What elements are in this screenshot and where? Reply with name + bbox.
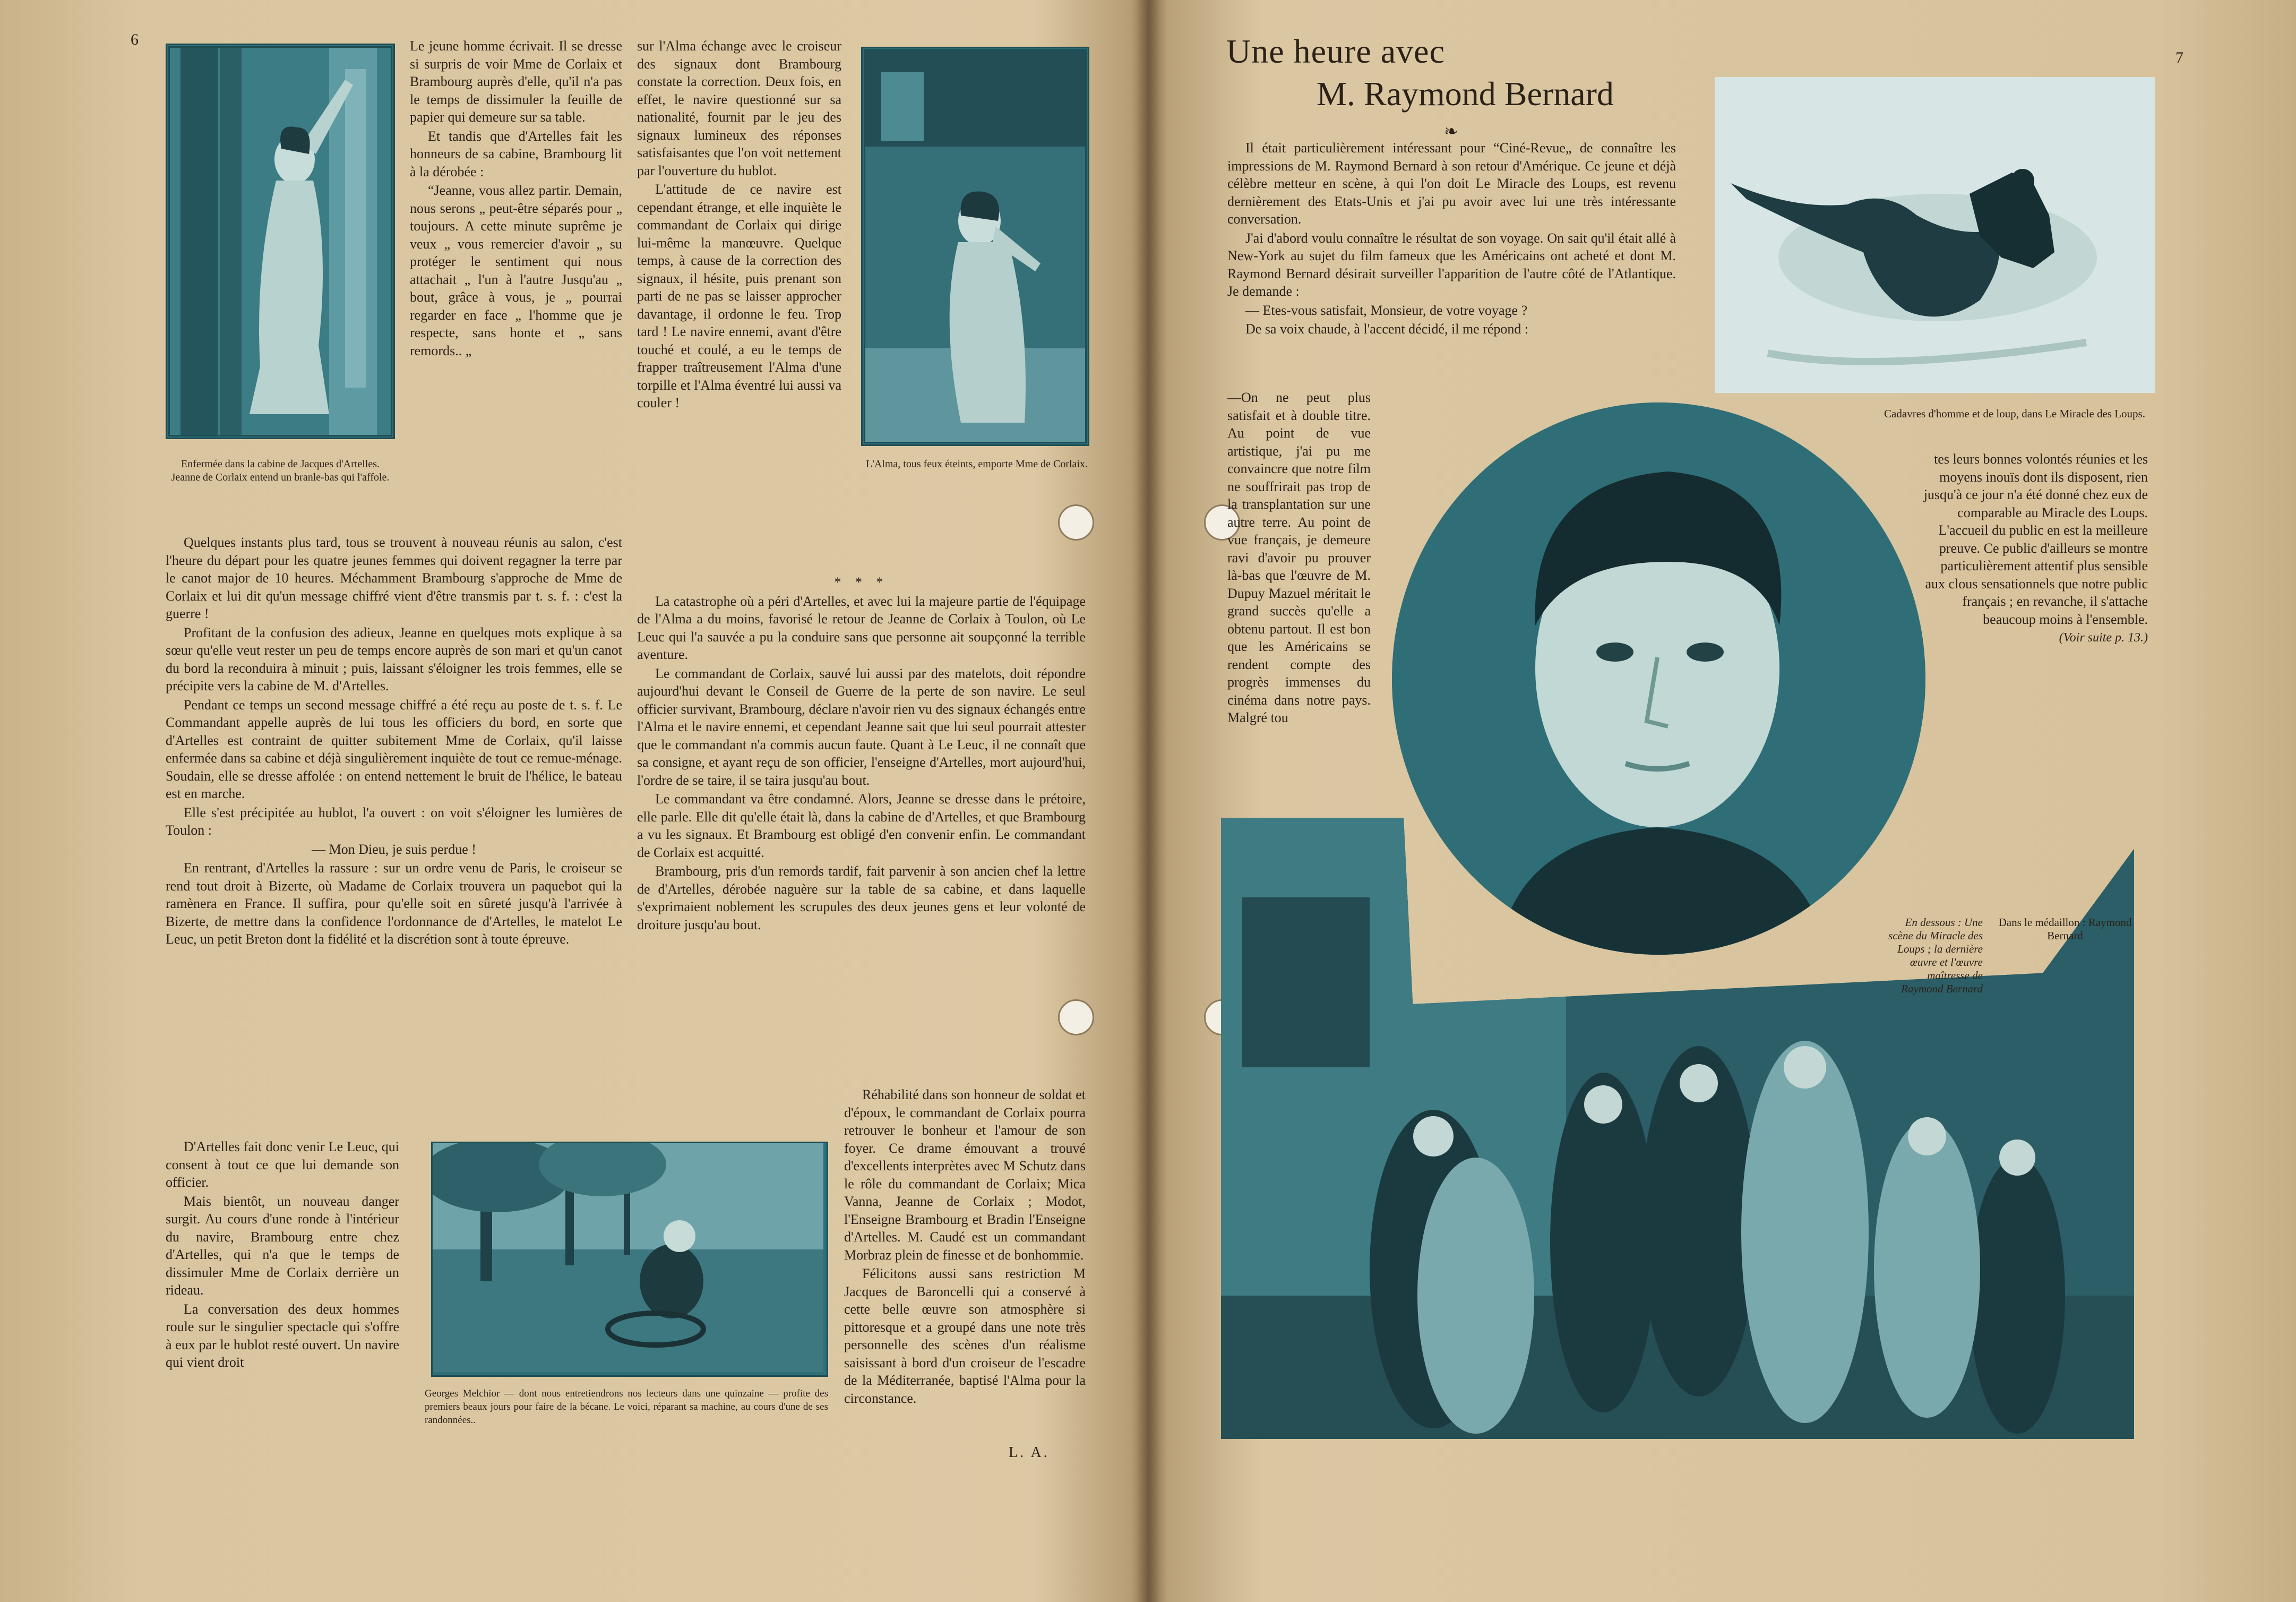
left-col1-top: [410, 37, 622, 361]
paragraph: Brambourg, pris d'un remords tardif, fait parvenir à son ancien chef la lettre de d'Artelles, dérobée naguère sur la table de sa cabine, et dans laquelle s'exprimaient noblement les scrupules des deux jeunes gens et leur volonté de droiture jusqu'au bout.: [637, 863, 1086, 932]
medallion-portrait: [1392, 402, 1925, 955]
photo-georges-melchior: [431, 1142, 828, 1377]
paragraph: D'Artelles fait donc venir Le Leuc, qui consent à tout ce que lui demande son officier.: [166, 1139, 399, 1190]
paragraph: — Etes-vous satisfait, Monsieur, de votre voyage ?: [1245, 302, 1528, 318]
photo-woman-cabin: [166, 44, 395, 439]
paragraph: La conversation des deux hommes roule sur le singulier spectacle qui s'offre à eux par le hublot resté ouvert. Un navire qui vient droit: [166, 1301, 399, 1370]
paragraph: Il était particulièrement intéressant pour “Ciné-Revue„ de connaître les impressions de M. Raymond Bernard à son retour d'Amérique. Ce jeune et déjà célèbre metteur en scène, à qui l'on doit Le Miracle des Loups, est revenu dernièrement des Etats-Unis et j'ai pu avoir avec lui une très intéressante conversation.: [1227, 140, 1676, 227]
paragraph: Le commandant va être condamné. Alors, Jeanne se dresse dans le prétoire, elle parle. Elle dit qu'elle était là, dans la cabine de d'Artelles, et que Brambourg a vu les signaux. Et Brambourg est obligé d'en convenir enfin. Le commandant de Corlaix est acquitté.: [637, 791, 1086, 860]
paragraph: Félicitons aussi sans restriction M Jacques de Baroncelli qui a conservé à cette belle œuvre son atmosphère si pittoresque et a groupé dans une note très personnelle des scènes d'un réalisme saisissant à bord d'un croiseur de l'escadre de la Méditerranée, baptisé l'Alma pour la circonstance.: [844, 1266, 1086, 1406]
article-signature: L. A.: [1009, 1444, 1050, 1461]
article-title-line1: Une heure avec: [1226, 32, 1445, 70]
punch-hole-top-left: [1058, 504, 1094, 541]
section-stars: * * *: [834, 575, 889, 590]
paragraph: Réhabilité dans son honneur de soldat et d'époux, le commandant de Corlaix pourra retrouver le bonheur et l'amour de son foyer. Ce drame émouvant a trouvé d'excellents interprètes avec M Schutz dans le rôle du commandant de Corlaix; Mica Vanna, Jeanne de Corlaix ; Modot, l'Enseigne Brambourg et Bradin l'Enseigne d'Artelles. M. Caudé est un commandant Morbraz plein de finesse et de bonhommie.: [844, 1087, 1086, 1263]
paragraph: tes leurs bonnes volontés réunies et les moyens inouïs dont ils disposent, rien jusqu'à ce jour n'a été donné chez eux de comparable au Miracle des Loups. L'accueil du public en est la meilleure preuve. Ce public d'ailleurs se montre particulièrement attentif plus sensible aux clous sensationnels que notre public français ; en revanche, il s'attache beaucoup moins à l'ensemble.: [1923, 451, 2148, 627]
paragraph: Le jeune homme écrivait. Il se dresse si surpris de voir Mme de Corlaix et Brambourg auprès d'elle, qu'il n'a pas le temps de dissimuler la feuille de papier qui demeure sur sa table.: [410, 38, 622, 125]
paragraph: Pendant ce temps un second message chiffré a été reçu au poste de t. s. f. Le Commandant appelle auprès de lui tous les officiers du bord, en sorte que d'Artelles est contraint de quitter subitement Mme de Corlaix, qu'il laisse enfermée dans sa cabine et déjà singulièrement inquiète de tout ce remue-ménage. Soudain, elle se dresse affolée : on entend nettement le bruit de l'hélice, le bateau est en marche.: [166, 697, 622, 801]
left-col1-bottom: [166, 534, 622, 949]
letter-quote: “Jeanne, vous allez partir. Demain, nous serons „ peut-être séparés pour „ toujours. A cette minute suprême je veux „ vous remercier d'avoir „ su protéger le sentiment qui nous attachait „ l'un à l'autre Jusqu'au „ bout, grâce à vous, je „ pourrai regarder en face „ l'homme que je respecte, sans honte et „ sans remords.. „: [410, 183, 622, 358]
photo-georges-melchior-caption: Georges Melchior — dont nous entretiendrons nos lecteurs dans une quinzaine — profite des premiers beaux jours pour faire de la bécane. Le voici, réparant sa machine, au cours d'une de ses randonnées..: [425, 1388, 828, 1426]
left-col2-middle: [637, 573, 1086, 935]
paragraph: Mais bientôt, un nouveau danger surgit. Au cours d'une ronde à l'intérieur du navire, Brambourg entre chez d'Artelles, qui n'a que le temps de dissimuler Mme de Corlaix derrière un rideau.: [166, 1193, 399, 1298]
paragraph: Profitant de la confusion des adieux, Jeanne en quelques mots explique à sa sœur qu'elle veut rester un peu de temps encore auprès de son mari et qu'un canot du bord la reconduira à minuit ; puis, laissant s'éloigner les trois femmes, elle se précipite vers la cabine de M. d'Artelles.: [166, 624, 622, 693]
paragraph: —On ne peut plus satisfait et à double titre. Au point de vue artistique, j'ai pu me convaincre que notre film ne souffrirait pas trop de la transplantation sur une autre terre. Au point de vue français, je demeure ravi d'avoir pu prouver là-bas que l'œuvre de M. Dupuy Mazuel méritait le grand succès qu'elle a obtenu partout. Il est bon que les Américains se rendent compte des progrès immenses du cinéma dans notre pays. Malgré tou: [1227, 390, 1371, 725]
paragraph: L'attitude de ce navire est cependant étrange, et elle inquiète le commandant de Corlaix qui dirige lui-même la manœuvre. Quelque temps, à cause de la correction des signaux, il hésite, puis prenant son parti de ne pas se laisser approcher davantage, il ordonne le feu. Trop tard ! Le navire ennemi, avant d'être touché et coulé, a eu le temps de frapper traîtreusement l'Alma d'une torpille et l'Alma éventré lui aussi va couler !: [637, 182, 841, 410]
paragraph: Quelques instants plus tard, tous se trouvent à nouveau réunis au salon, c'est l'heure du départ pour les quatre jeunes femmes qui doivent regagner la terre par le canot major de 10 heures. Méchamment Brambourg s'approche de Mme de Corlaix et lui dit qu'un message chiffré vient d'être transmis par t. s. f. : c'est la guerre !: [166, 535, 622, 621]
photo-wolf-scene: [1715, 77, 2155, 393]
photo-alma-woman-caption: L'Alma, tous feux éteints, emporte Mme de Corlaix.: [866, 458, 1088, 470]
continued-note: (Voir suite p. 13.): [2059, 631, 2148, 645]
left-col2-top: [637, 37, 841, 413]
paragraph: Et tandis que d'Artelles fait les honneurs de sa cabine, Brambourg lit à la dérobée :: [410, 128, 622, 179]
right-col-right: [1921, 450, 2148, 648]
caption-below-scene: En dessous : Une scène du Miracle des Loups ; la dernière œuvre et l'œuvre maîtresse de Raymond Bernard: [1888, 916, 1983, 995]
photo-georges-melchior-illustration: [433, 1143, 823, 1372]
paragraph: En rentrant, d'Artelles la rassure : sur un ordre venu de Paris, le croiseur se rend tout droit à Bizerte, où Madame de Corlaix trouvera un paquebot qui la ramènera en France. Il suffira, pour qu'elle soit en sûreté jusqu'à l'arrivée à Bizerte, de mettre dans la confidence l'ordonnance de d'Artelles, le matelot Le Leuc, un petit Breton dont la fidélité et la discrétion sont à toute épreuve.: [166, 860, 622, 947]
punch-hole-bottom-left: [1058, 999, 1094, 1035]
caption-medallion: Dans le médaillon : Raymond Bernard: [1998, 916, 2132, 942]
photo-wolf-caption: Cadavres d'homme et de loup, dans Le Miracle des Loups.: [1884, 407, 2145, 420]
article-title-line2: M. Raymond Bernard: [1317, 75, 1614, 113]
photo-alma-woman-illustration: [865, 51, 1085, 442]
medallion-portrait-illustration: [1392, 402, 1925, 955]
paragraph-exclamation: — Mon Dieu, je suis perdue !: [312, 841, 476, 857]
photo-wolf-scene-illustration: [1715, 77, 2155, 393]
paragraph: Elle s'est précipitée au hublot, l'a ouvert : on voit s'éloigner les lumières de Toulon :: [166, 804, 622, 838]
left-col1-bottom-narrow: [166, 1138, 399, 1373]
left-col2-bottom: [844, 1086, 1086, 1408]
page-number-right: 7: [2175, 49, 2183, 66]
right-col-left: [1227, 389, 1371, 728]
photo-alma-woman: [861, 47, 1089, 446]
photo-woman-cabin-illustration: [170, 48, 391, 435]
page-number-left: 6: [131, 31, 139, 48]
paragraph: Le commandant de Corlaix, sauvé lui aussi par des matelots, doit répondre aujourd'hui devant le Conseil de Guerre de la perte de son navire. Le seul officier survivant, Brambourg, déclare n'avoir rien vu des signaux échangés entre l'Alma et le navire ennemi, et cependant Jeanne sait que lui seul pourrait attester que le commandant n'a commis aucun faute. Quant à Le Leuc, il ne connaît que sa consigne, et ayant reçu de son officier, l'enseigne d'Artelles, mort aujourd'hui, l'ordre de se taire, il se taira jusqu'au bout.: [637, 665, 1086, 788]
right-intro: [1227, 139, 1676, 339]
paragraph: J'ai d'abord voulu connaître le résultat de son voyage. On sait qu'il était allé à New-York au sujet du film fameux que les Américains ont acheté et dont M. Raymond Bernard désirait surveiller l'apparition de l'autre côté de l'Atlantique. Je demande :: [1227, 230, 1676, 299]
paragraph: La catastrophe où a péri d'Artelles, et avec lui la majeure partie de l'équipage de l'Alma a du moins, favorisé le retour de Jeanne de Corlaix à Toulon, où Le Leuc qui l'a sauvée a pu la conduire sans que personne ait soupçonné la terrible aventure.: [637, 593, 1086, 662]
photo-woman-cabin-caption: Enfermée dans la cabine de Jacques d'Artelles. Jeanne de Corlaix entend un branle-bas qui l'affole.: [171, 458, 390, 483]
title-ornament: ❧: [1444, 122, 1458, 141]
paragraph: sur l'Alma échange avec le croiseur des signaux dont Brambourg constate la correction. Deux fois, en effet, le navire questionné sur sa nationalité, fournit par le jeu des signaux lumineux des réponses satisfaisantes que l'on voit nettement par l'ouverture du hublot.: [637, 38, 841, 178]
center-gutter: [1131, 0, 1168, 1602]
paragraph: De sa voix chaude, à l'accent décidé, il me répond :: [1245, 321, 1529, 337]
